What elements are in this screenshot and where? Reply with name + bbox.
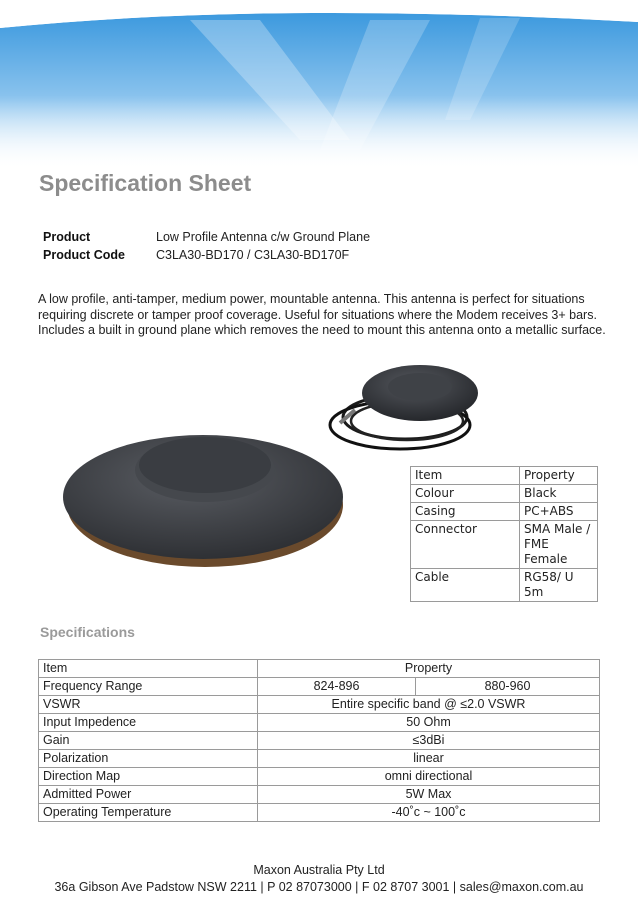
product-label: Product — [43, 230, 91, 244]
table-row — [39, 660, 600, 678]
cell-property: Black — [520, 485, 598, 503]
footer-contact: 36a Gibson Ave Padstow NSW 2211 | P 02 87073000 | F 02 8707 3001 | sales@maxon.com.au — [54, 880, 584, 894]
cell-item: Gain — [39, 732, 258, 750]
table-row — [39, 804, 600, 822]
product-row — [43, 228, 370, 246]
cell-item: Input Impedence — [39, 714, 258, 732]
cell-item: Casing — [411, 503, 520, 521]
cell-item: Frequency Range — [39, 678, 258, 696]
product-description: A low profile, anti-tamper, medium power, mountable antenna. This antenna is perfect for situations requiring discrete or tamper proof coverage. Useful for situations where the Modem receives 3+ bars. Includes a built in ground plane which removes the need to mount this antenna onto a metallic surface. — [38, 292, 606, 337]
header-property: Property — [520, 467, 598, 485]
table-row — [39, 714, 600, 732]
table-row — [39, 696, 600, 714]
property-table — [410, 466, 598, 602]
table-row — [411, 569, 598, 602]
cell-item: Polarization — [39, 750, 258, 768]
cell-item: VSWR — [39, 696, 258, 714]
table-row — [39, 768, 600, 786]
page-title: Specification Sheet — [39, 170, 252, 196]
table-row — [411, 485, 598, 503]
cell-property: SMA Male / FME Female — [520, 521, 598, 569]
header-item: Item — [411, 467, 520, 485]
cell-item: Connector — [411, 521, 520, 569]
cell-band-2: 880-960 — [416, 678, 600, 696]
header-banner — [0, 0, 638, 170]
cell-property: ≤3dBi — [258, 732, 600, 750]
header-property: Property — [258, 660, 600, 678]
table-row — [411, 503, 598, 521]
product-value: Low Profile Antenna c/w Ground Plane — [156, 230, 371, 244]
cell-item: Operating Temperature — [39, 804, 258, 822]
table-row — [411, 521, 598, 569]
cell-band-1: 824-896 — [258, 678, 416, 696]
cell-property: 50 Ohm — [258, 714, 600, 732]
footer-company: Maxon Australia Pty Ltd — [253, 863, 385, 877]
cell-item: Direction Map — [39, 768, 258, 786]
cell-property: omni directional — [258, 768, 600, 786]
cell-property: -40˚c ~ 100˚c — [258, 804, 600, 822]
cell-property: Entire specific band @ ≤2.0 VSWR — [258, 696, 600, 714]
large-antenna — [63, 435, 343, 567]
small-antenna — [330, 365, 478, 449]
table-row — [39, 786, 600, 804]
cell-property: linear — [258, 750, 600, 768]
product-code-label: Product Code — [43, 248, 125, 262]
cell-item: Admitted Power — [39, 786, 258, 804]
table-row — [411, 467, 598, 485]
cell-property: PC+ABS — [520, 503, 598, 521]
product-code-row — [43, 246, 370, 264]
specifications-table — [38, 659, 600, 822]
cell-item: Colour — [411, 485, 520, 503]
cell-property: RG58/ U 5m — [520, 569, 598, 602]
table-row — [39, 750, 600, 768]
product-code-value: C3LA30-BD170 / C3LA30-BD170F — [156, 248, 350, 262]
cell-property: 5W Max — [258, 786, 600, 804]
cell-item: Cable — [411, 569, 520, 602]
table-row — [39, 678, 600, 696]
specifications-heading: Specifications — [40, 624, 135, 640]
header-item: Item — [39, 660, 258, 678]
footer — [0, 862, 638, 896]
product-meta — [43, 228, 370, 264]
table-row — [39, 732, 600, 750]
